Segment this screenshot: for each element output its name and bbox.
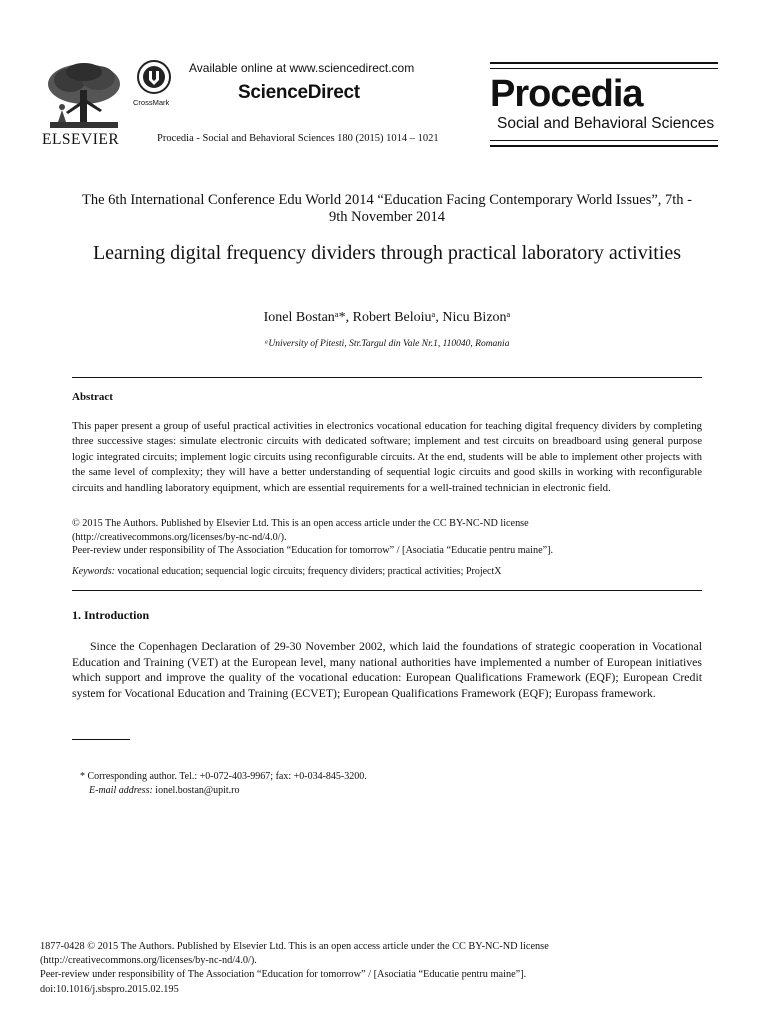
procedia-rule [490, 62, 718, 64]
email-address[interactable]: ionel.bostan@upit.ro [152, 785, 240, 796]
corresponding-author-note: * Corresponding author. Tel.: +0-072-403-9967; fax: +0-034-845-3200. [80, 771, 367, 782]
crossmark-label: CrossMark [133, 98, 170, 107]
section-divider [72, 590, 702, 591]
footnote-rule [72, 739, 130, 740]
journal-reference: Procedia - Social and Behavioral Sciences 180 (2015) 1014 – 1021 [157, 133, 439, 144]
affiliation: ᵃUniversity of Pitesti, Str.Targul din Vale Nr.1, 110040, Romania [264, 339, 510, 349]
license-block [72, 517, 702, 558]
author-list: Ionel Bostanᵃ*, Robert Beloiuᵃ, Nicu Bizonᵃ [263, 310, 511, 325]
license-line: © 2015 The Authors. Published by Elsevier Ltd. This is an open access article under the CC BY-NC-ND license [72, 518, 529, 529]
footer-issn-license: 1877-0428 © 2015 The Authors. Published by Elsevier Ltd. This is an open access article under the CC BY-NC-ND license [40, 941, 549, 952]
peer-review-line: Peer-review under responsibility of The Association “Education for tomorrow” / [Asociatia “Educatie pentru maine”]. [72, 545, 554, 557]
email-label: E-mail address: [89, 785, 153, 796]
crossmark-icon [137, 60, 171, 94]
procedia-rule [490, 68, 718, 69]
available-online-text: Available online at www.sciencedirect.com [189, 61, 415, 75]
section-divider [72, 377, 702, 378]
introduction-body: Since the Copenhagen Declaration of 29-30 November 2002, which laid the foundations of strategic cooperation in Vocational Education and Training (VET) at the European level, many national authorities have implemented a number of European initiatives which support and improve the quality of the vocational education: European Qualifications Framework (EQF); European Credit system for Vocational Education and Training (ECVET); European Qualifications Framework (EQF); Europass framework. [72, 639, 702, 700]
procedia-subtitle: Social and Behavioral Sciences [497, 115, 715, 132]
email-note [89, 785, 240, 796]
crossmark-badge[interactable] [132, 60, 176, 99]
page-footer [40, 940, 720, 997]
keywords-label: Keywords: [72, 566, 115, 577]
sciencedirect-wordmark: ScienceDirect [238, 82, 360, 103]
procedia-rule [490, 140, 718, 141]
procedia-wordmark: Procedia [490, 73, 643, 115]
abstract-heading: Abstract [72, 391, 113, 403]
procedia-rule [490, 145, 718, 147]
footer-doi[interactable]: doi:10.1016/j.sbspro.2015.02.195 [40, 983, 179, 995]
footer-peer-review: Peer-review under responsibility of The Association “Education for tomorrow” / [Asociatia “Educatie pentru maine”]. [40, 969, 527, 981]
elsevier-wordmark: ELSEVIER [42, 131, 120, 148]
license-link[interactable]: (http://creativecommons.org/licenses/by-nc-nd/4.0/). [72, 531, 287, 543]
introduction-heading: 1. Introduction [72, 608, 150, 622]
conference-name: The 6th International Conference Edu World 2014 “Education Facing Contemporary World Issues”, 7th - 9th November 2014 [82, 192, 692, 225]
abstract-body: This paper present a group of useful practical activities in electronics vocational education for teaching digital frequency dividers by completing three successive stages: simulate electronic circuits with dedicated software; implement and test circuits on breadboard using general purpose logic integrated circuits; implement logic circuits using reconfigurable circuits. At the end, students will be able to implement other projects with the same level of complexity; they will have a better understanding of sequential logic circuits and good skills in working with reconfigurable circuits and handling laboratory equipment, which are essential requirements for a well-trained technician in electronic field. [72, 420, 702, 494]
footer-license-link[interactable]: (http://creativecommons.org/licenses/by-nc-nd/4.0/). [40, 955, 257, 967]
keywords-line [72, 566, 702, 577]
paper-title: Learning digital frequency dividers through practical laboratory activities [92, 242, 682, 264]
keywords-list: vocational education; sequencial logic circuits; frequency dividers; practical activities; ProjectX [114, 566, 502, 577]
